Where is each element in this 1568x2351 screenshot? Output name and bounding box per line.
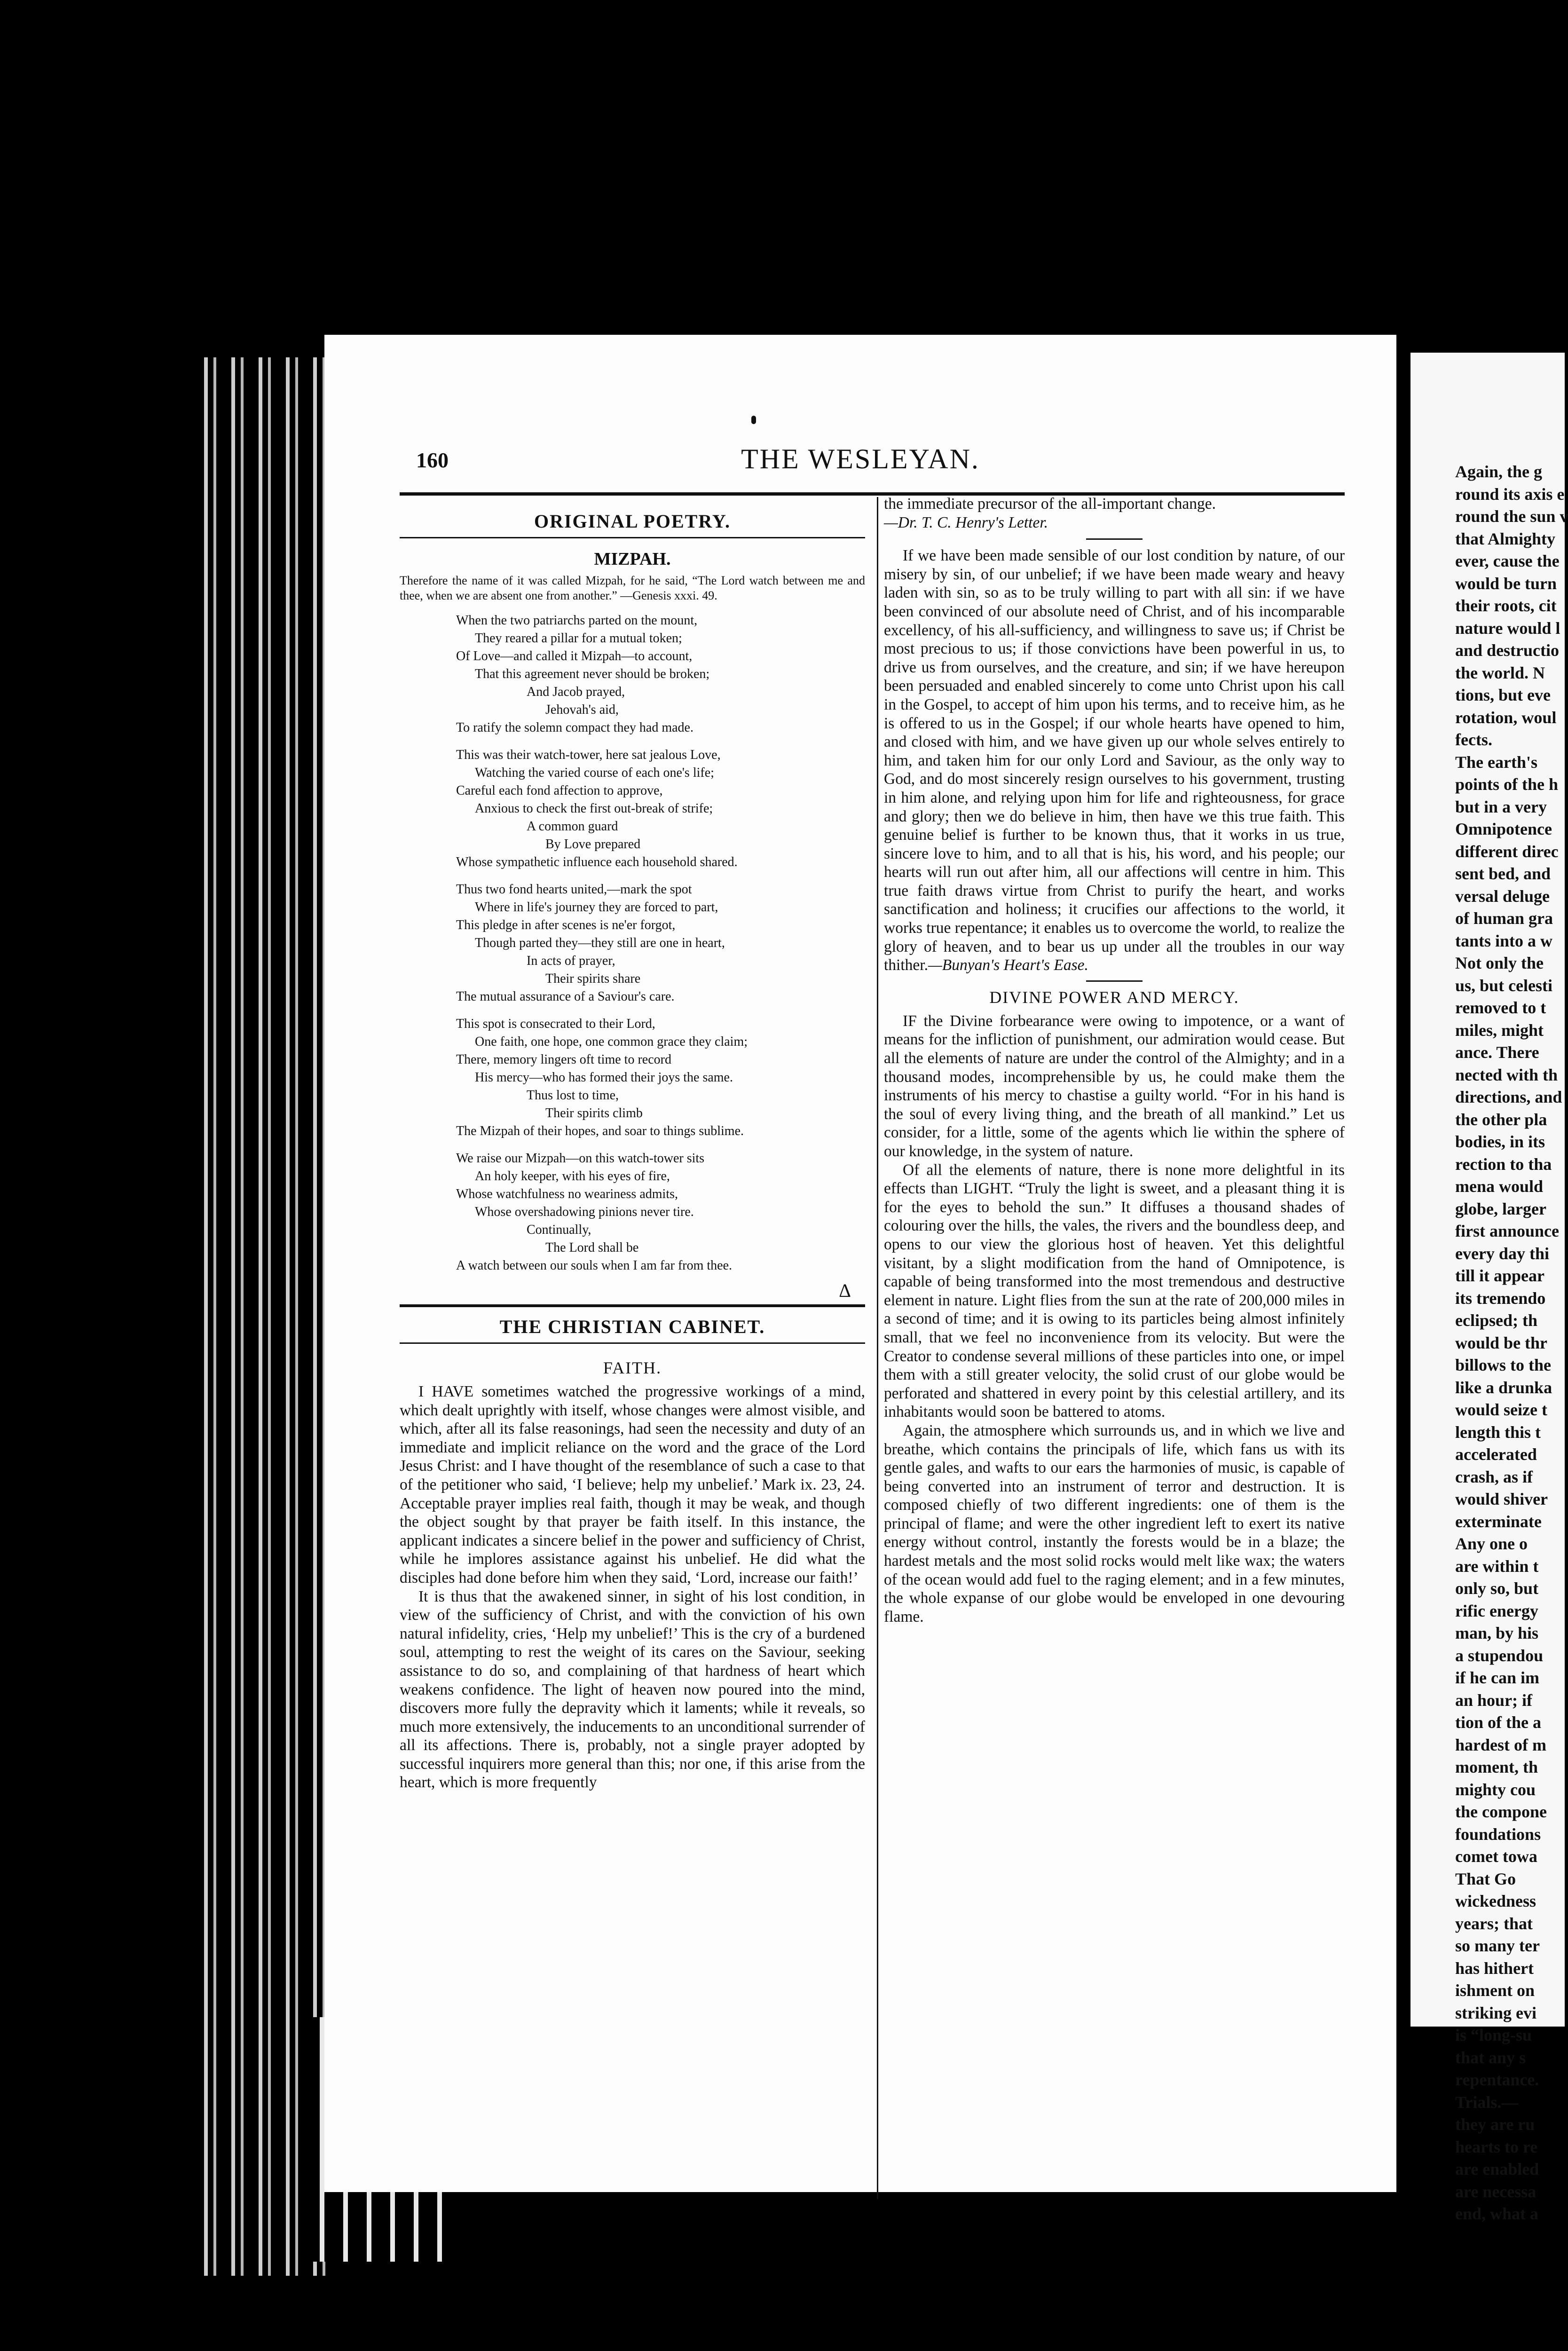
facing-page-line: a stupendou bbox=[1455, 1646, 1544, 1665]
poem-line: And Jacob prayed, bbox=[527, 685, 625, 699]
poem-line: Their spirits climb bbox=[545, 1106, 643, 1120]
poem-line: This was their watch-tower, here sat jealous Love, bbox=[456, 748, 721, 762]
facing-page-line: only so, but bbox=[1455, 1579, 1539, 1598]
facing-page-line: tion of the a bbox=[1455, 1713, 1541, 1732]
poem-line: In acts of prayer, bbox=[527, 954, 615, 968]
facing-page-line: Again, the g bbox=[1455, 462, 1543, 481]
separator-rule bbox=[1086, 538, 1143, 540]
facing-page-lines bbox=[1410, 353, 1568, 2225]
poem-line: There, memory lingers oft time to record bbox=[456, 1052, 671, 1067]
facing-page-line: like a drunka bbox=[1455, 1378, 1552, 1397]
facing-page-line: round the sun v bbox=[1455, 507, 1568, 526]
poem-line: Whose overshadowing pinions never tire. bbox=[475, 1205, 694, 1219]
ink-speck bbox=[751, 416, 756, 424]
facing-page-line: different direc bbox=[1455, 842, 1559, 861]
poem-line: Their spirits share bbox=[545, 971, 641, 986]
facing-page-line: billows to the bbox=[1455, 1356, 1552, 1374]
running-title: THE WESLEYAN. bbox=[741, 443, 980, 474]
facing-page-line: tions, but eve bbox=[1455, 686, 1551, 704]
facing-page-line: eclipsed; th bbox=[1455, 1311, 1537, 1330]
poem-body bbox=[400, 612, 865, 1275]
facing-page-line: that Almighty bbox=[1455, 529, 1556, 548]
poem-title: MIZPAH. bbox=[594, 549, 671, 569]
poem-line: One faith, one hope, one common grace they claim; bbox=[475, 1034, 748, 1049]
facing-page-line: ever, cause the bbox=[1455, 552, 1560, 570]
poem-line: A common guard bbox=[527, 819, 618, 834]
right-column bbox=[884, 495, 1345, 1626]
facing-page-line: globe, larger bbox=[1455, 1199, 1546, 1218]
poem-line: By Love prepared bbox=[545, 837, 641, 852]
facing-page-line: would be turn bbox=[1455, 574, 1557, 593]
section-rule bbox=[400, 537, 865, 538]
section-rule bbox=[400, 1342, 865, 1344]
poem-stanza bbox=[400, 746, 865, 871]
facing-page-line: fects. bbox=[1455, 730, 1492, 749]
facing-page-line: comet towa bbox=[1455, 1847, 1537, 1866]
facing-page-line: are necessa bbox=[1455, 2182, 1536, 2201]
poem-line: A watch between our souls when I am far from thee. bbox=[456, 1258, 733, 1273]
divine-paragraph-1: IF the Divine forbearance were owing to impotence, or a want of means for the infliction of punishment, our admiration would cease. But all the elements of nature are under the control of the Almighty; and in a thousand modes, incomprehensible by us, he could make them the instruments of his mercy to chastise a guilty world. “For in his hand is the soul of every living thing, and the breath of all mankind.” Let us consider, for a little, some of the agents which lie within the sphere of our knowledge, in the system of nature. bbox=[884, 1012, 1345, 1160]
facing-page-line: but in a very bbox=[1455, 797, 1547, 816]
poem-line: Where in life's journey they are forced to part, bbox=[475, 900, 718, 915]
poem-stanza bbox=[400, 881, 865, 1006]
facing-page-line: striking evi bbox=[1455, 2003, 1537, 2022]
facing-page-line: mena would bbox=[1455, 1177, 1544, 1196]
poem-line: Whose sympathetic influence each household shared. bbox=[456, 855, 738, 869]
facing-page-line: they are ru bbox=[1455, 2115, 1535, 2134]
faith-paragraph-2: It is thus that the awakened sinner, in sight of his lost condition, in view of the sufficiency of Christ, and with the conviction of his own natural infidelity, cries, ‘Help my unbelief!’ This is the cry of a burdened soul, attempting to rest the weight of its cares on the Saviour, seeking assistance to do so, and complaining of that hardness of heart which weakens confidence. The light of heaven now poured into the mind, discovers more fully the depravity which it laments; while it reveals, so much more extensively, the inducements to an unconditional surrender of all its affections. There is, probably, not a single prayer adopted by successful inquirers more general than this; nor one, if this arise from the heart, which is more frequently bbox=[400, 1587, 865, 1791]
poem-line: When the two patriarchs parted on the mount, bbox=[456, 613, 698, 628]
facing-page-line: is “long-su bbox=[1455, 2026, 1532, 2044]
facing-page-line: Any one o bbox=[1455, 1534, 1528, 1553]
facing-page-line: their roots, cit bbox=[1455, 596, 1557, 615]
poem-stanza bbox=[400, 1150, 865, 1275]
bunyan-text: If we have been made sensible of our lost condition by nature, of our misery by sin, of our unbelief; if we have been made weary and heavy laden with sin, so as to be truly willing to part with all sin: if we have been convinced of our absolute need of Christ, and of his incomparable excellency, of his all-sufficiency, and willingness to save us; if Christ be most precious to us; if those convictions have been powerful in us, to drive us from ourselves, and the creature, and sin; if we have hereupon been persuaded and enabled sincerely to come unto Christ upon his call in the Gospel, to accept of him upon his terms, and to receive him, as he is offered to us in the Gospel; if our whole hearts have opened to him, and closed with him, and we have given up our whole selves entirely to him, and taken him for our only Lord and Saviour, as the only way to God, and do most sincerely resign ourselves to his government, trusting in him alone, and relying upon him for life and righteousness, for grace and glory; then we do believe in him, then have we this true faith. This genuine belief is further to be known thus, that it works in us true, sincere love to him, and to all that is his, his word, and his people; our hearts will run out after him, all our affections will centre in him. This true faith draws virtue from Christ to purify the heart, and works sanctification and holiness; it crucifies our affections to the world, it works true repentance; it enables us to overcome the world, to realize the glory of heaven, and to bear us up under all the troubles in our way thither. bbox=[884, 547, 1345, 974]
bunyan-paragraph bbox=[884, 546, 1345, 975]
facing-page-line: points of the h bbox=[1455, 775, 1559, 794]
facing-page-line: round its axis e bbox=[1455, 484, 1565, 504]
facing-page-line: if he can im bbox=[1455, 1668, 1539, 1687]
poem-line: The Mizpah of their hopes, and soar to things sublime. bbox=[456, 1124, 744, 1138]
poem-line: Anxious to check the first out-break of strife; bbox=[475, 801, 713, 816]
facing-page-fragment bbox=[1410, 353, 1568, 2223]
facing-page-line: the world. N bbox=[1455, 663, 1545, 682]
facing-page-line: rotation, woul bbox=[1455, 708, 1557, 727]
poem-line: Thus lost to time, bbox=[527, 1088, 619, 1103]
facing-page-line: accelerated bbox=[1455, 1445, 1537, 1464]
article-title-faith: FAITH. bbox=[603, 1358, 662, 1377]
continuation-sentence: the immediate precursor of the all-important change. bbox=[884, 495, 1216, 513]
facing-page-line: That Go bbox=[1455, 1869, 1516, 1888]
page-number: 160 bbox=[416, 448, 449, 472]
facing-page-line: would seize t bbox=[1455, 1400, 1547, 1419]
poem-line: Careful each fond affection to approve, bbox=[456, 783, 663, 798]
facing-page-line: nature would l bbox=[1455, 618, 1560, 638]
facing-page-line: every day thi bbox=[1455, 1244, 1549, 1263]
facing-page-line: miles, might bbox=[1455, 1020, 1544, 1040]
bunyan-citation: —Bunyan's Heart's Ease. bbox=[928, 956, 1088, 974]
column-divider bbox=[877, 497, 878, 2199]
facing-page-line: wickedness bbox=[1455, 1892, 1536, 1910]
facing-page-line: first announce bbox=[1455, 1222, 1560, 1240]
facing-page-line: an hour; if bbox=[1455, 1690, 1533, 1710]
separator-rule bbox=[1086, 980, 1143, 982]
facing-page-line: ishment on bbox=[1455, 1981, 1535, 2000]
poem-epigraph: Therefore the name of it was called Mizpah, for he said, “The Lord watch between me and thee, when we are absent one from another.” —Genesis xxxi. 49. bbox=[400, 574, 865, 602]
poem-line: Though parted they—they still are one in heart, bbox=[475, 936, 725, 950]
facing-page-line: would shiver bbox=[1455, 1490, 1548, 1508]
facing-page-line: foundations bbox=[1455, 1824, 1541, 1844]
poem-stanza bbox=[400, 612, 865, 737]
facing-page-line: that any s bbox=[1455, 2048, 1526, 2067]
facing-page-line: Trials.— bbox=[1455, 2092, 1519, 2112]
facing-page-line: repentance. bbox=[1455, 2070, 1539, 2089]
divine-paragraph-2: Of all the elements of nature, there is none more delightful in its effects than LIGHT. “Truly the light is sweet, and a pleasant thing it is for the eyes to behold the sun.” It diffuses a thousand shades of colouring over the hills, the vales, the rivers and the boundless deep, and opens to our view the glorious host of heaven. Yet this delightful visitant, by a slight modification from the hand of Omnipotence, is capable of being transformed into the most tremendous and destructive element in nature. Light flies from the sun at the rate of 200,000 miles in a second of time; and it is owing to its particles being almost infinitely small, that we feel no inconvenience from its velocity. But were the Creator to condense several millions of these particles into one, or impel them with a still greater velocity, the solid crust of our globe would be perforated and shattered in every point by this celestial artillery, and its inhabitants would soon be battered to atoms. bbox=[884, 1161, 1345, 1421]
poem-line: Continually, bbox=[527, 1223, 591, 1237]
facing-page-line: mighty cou bbox=[1455, 1780, 1536, 1799]
facing-page-line: its tremendo bbox=[1455, 1288, 1546, 1308]
poem-line: His mercy—who has formed their joys the same. bbox=[475, 1070, 733, 1085]
facing-page-line: sent bed, and bbox=[1455, 864, 1551, 883]
facing-page-line: us, but celesti bbox=[1455, 976, 1552, 995]
facing-page-line: rection to tha bbox=[1455, 1154, 1552, 1174]
facing-page-line: Omnipotence bbox=[1455, 820, 1552, 838]
facing-page-line: exterminate bbox=[1455, 1512, 1542, 1531]
facing-page-line: rific energy bbox=[1455, 1601, 1538, 1620]
end-mark-triangle: Δ bbox=[839, 1280, 851, 1301]
facing-page-line: The earth's bbox=[1455, 752, 1537, 772]
faith-paragraph-1: I HAVE sometimes watched the progressive workings of a mind, which dealt uprightly with itself, whose changes were almost visible, and which, after all its false reasonings, had seen the necessity and duty of an immediate and implicit reliance on the word and the grace of the Lord Jesus Christ: and I have thought of the resemblance of such a case to that of the petitioner who said, ‘I believe; help my unbelief.’ Mark ix. 23, 24. Acceptable prayer implies real faith, though it may be weak, and though the object sought by that prayer be faith itself. In this instance, the applicant indicates a sincere belief in the power and sufficiency of Christ, while he implores assistance against his unbelief. He did what the disciples had done before him when they said, ‘Lord, increase our faith!’ bbox=[400, 1383, 865, 1586]
facing-page-line: versal deluge bbox=[1455, 886, 1550, 906]
facing-page-line: bodies, in its bbox=[1455, 1132, 1545, 1151]
book-spine-shadow bbox=[197, 357, 339, 2276]
poem-line: The mutual assurance of a Saviour's care. bbox=[456, 989, 675, 1004]
poem-line: That this agreement never should be broken; bbox=[475, 667, 710, 681]
facing-page-line: moment, th bbox=[1455, 1758, 1538, 1776]
facing-page-line: hearts to re bbox=[1455, 2137, 1538, 2156]
continuation-citation: —Dr. T. C. Henry's Letter. bbox=[884, 513, 1048, 531]
continuation-text bbox=[884, 495, 1345, 532]
facing-page-line: directions, and bbox=[1455, 1088, 1562, 1106]
facing-page-line: would be thr bbox=[1455, 1333, 1548, 1352]
poem-line: Of Love—and called it Mizpah—to account, bbox=[456, 649, 693, 663]
poem-line: Watching the varied course of each one's life; bbox=[475, 765, 714, 780]
facing-page-line: the other pla bbox=[1455, 1110, 1547, 1129]
facing-page-line: ance. There bbox=[1455, 1043, 1539, 1062]
facing-page-line: and destructio bbox=[1455, 641, 1560, 660]
facing-page-line: so many ter bbox=[1455, 1936, 1540, 1955]
page-header bbox=[324, 443, 1396, 481]
facing-page-line: nected with th bbox=[1455, 1065, 1558, 1084]
poem-line: They reared a pillar for a mutual token; bbox=[475, 631, 682, 646]
poetry-section-heading: ORIGINAL POETRY. bbox=[534, 511, 731, 532]
poem-line: Jehovah's aid, bbox=[545, 702, 619, 717]
poem-line: An holy keeper, with his eyes of fire, bbox=[475, 1169, 670, 1183]
article-title-divine: DIVINE POWER AND MERCY. bbox=[989, 987, 1239, 1007]
poem-line: Whose watchfulness no weariness admits, bbox=[456, 1187, 678, 1201]
facing-page-line: years; that bbox=[1455, 1914, 1533, 1933]
facing-page-line: till it appear bbox=[1455, 1266, 1544, 1285]
left-column bbox=[400, 502, 865, 1792]
facing-page-line: man, by his bbox=[1455, 1624, 1539, 1642]
cabinet-section-heading: THE CHRISTIAN CABINET. bbox=[499, 1316, 765, 1337]
facing-page-line: has hithert bbox=[1455, 1958, 1534, 1978]
facing-page-line: Not only the bbox=[1455, 954, 1544, 972]
section-rule-heavy bbox=[400, 1304, 865, 1307]
facing-page-line: end, what a bbox=[1455, 2204, 1539, 2223]
scanned-page bbox=[324, 335, 1396, 2192]
facing-page-line: the compone bbox=[1455, 1802, 1547, 1821]
facing-page-line: removed to t bbox=[1455, 998, 1546, 1017]
poem-line: To ratify the solemn compact they had made. bbox=[456, 720, 693, 735]
poem-line: This pledge in after scenes is ne'er forgot, bbox=[456, 918, 676, 932]
facing-page-line: are enabled bbox=[1455, 2160, 1539, 2178]
poem-line: We raise our Mizpah—on this watch-tower sits bbox=[456, 1151, 705, 1166]
poem-line: This spot is consecrated to their Lord, bbox=[456, 1017, 655, 1031]
poem-line: The Lord shall be bbox=[545, 1240, 639, 1255]
facing-page-line: crash, as if bbox=[1455, 1467, 1533, 1486]
poem-line: Thus two fond hearts united,—mark the spot bbox=[456, 882, 692, 897]
facing-page-line: of human gra bbox=[1455, 909, 1553, 928]
facing-page-line: are within t bbox=[1455, 1556, 1539, 1576]
facing-page-line: tants into a w bbox=[1455, 931, 1553, 950]
facing-page-line: length this t bbox=[1455, 1422, 1541, 1442]
facing-page-line: hardest of m bbox=[1455, 1735, 1546, 1754]
poem-stanza bbox=[400, 1015, 865, 1140]
divine-paragraph-3: Again, the atmosphere which surrounds us, and in which we live and breathe, which contains the principals of life, which fans us with its gentle gales, and wafts to our ears the harmonies of music, is capable of being converted into an instrument of terror and destruction. It is composed chiefly of two different ingredients: one of them is the principal of flame; and were the other ingredient left to exert its native energy without control, instantly the forests would be in a blaze; the hardest metals and the most solid rocks would melt like wax; the waters of the ocean would add fuel to the raging element; and in a few minutes, the whole expanse of our globe would be enveloped in one devouring flame. bbox=[884, 1421, 1345, 1625]
